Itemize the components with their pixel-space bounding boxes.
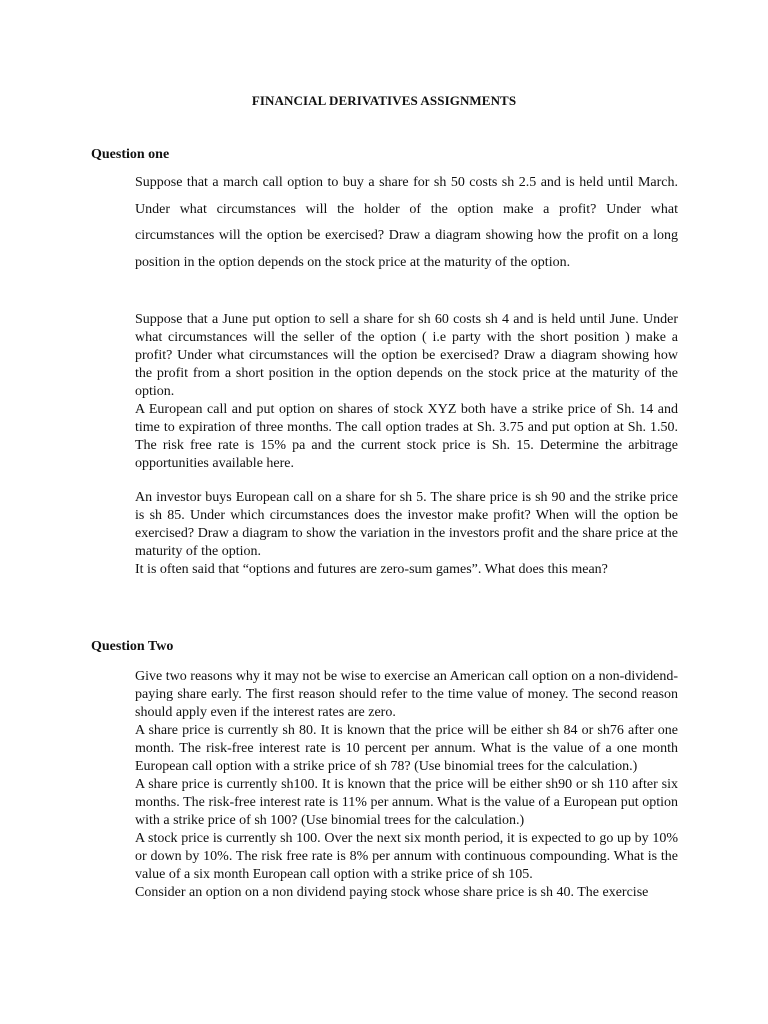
paragraph-text: Suppose that a march call option to buy a share for sh 50 costs sh 2.5 and is held until March. Under what circumstances will the holder of the option make a profit? Under what circumstances will the option be exercised? Draw a diagram showing how the profit on a long position in the option depends on the stock price at the maturity of the option. xyxy=(135,175,678,271)
paragraph-text: A stock price is currently sh 100. Over the next six month period, it is expected to go up by 10% or down by 10%. The risk free rate is 8% per annum with continuous compounding. What is the value of a six month European call option with a strike price of sh 105. xyxy=(135,831,678,882)
question-one-paragraph-1 xyxy=(135,170,678,277)
question-one-heading: Question one xyxy=(91,147,170,162)
paragraph-text: Give two reasons why it may not be wise to exercise an American call option on a non-dividend-paying share early. The first reason should refer to the time value of money. The second reason should apply even if the interest rates are zero. xyxy=(135,669,678,720)
paragraph-text: A share price is currently sh100. It is known that the price will be either sh90 or sh 110 after six months. The risk-free interest rate is 11% per annum. What is the value of a European put option with a strike price of sh 100? (Use binomial trees for the calculation.) xyxy=(135,777,678,828)
document-title: FINANCIAL DERIVATIVES ASSIGNMENTS xyxy=(251,93,517,108)
question-two-heading: Question Two xyxy=(91,639,174,654)
question-one-paragraph-group-2 xyxy=(135,489,678,579)
paragraph-text: It is often said that “options and futures are zero-sum games”. What does this mean? xyxy=(135,562,608,577)
paragraph-text: Consider an option on a non dividend paying stock whose share price is sh 40. The exercise xyxy=(135,885,649,900)
paragraph-text: Suppose that a June put option to sell a share for sh 60 costs sh 4 and is held until June. Under what circumstances will the seller of the option ( i.e party with the short position ) make a profit? Under what circumstances will the option be exercised? Draw a diagram showing how the profit from a short position in the option depends on the stock price at the maturity of the option. xyxy=(135,312,678,399)
paragraph-text: A share price is currently sh 80. It is known that the price will be either sh 84 or sh76 after one month. The risk-free interest rate is 10 percent per annum. What is the value of a one month European call option with a strike price of sh 78? (Use binomial trees for the calculation.) xyxy=(135,723,678,774)
question-two-paragraph-group xyxy=(135,668,678,902)
paragraph-text: A European call and put option on shares of stock XYZ both have a strike price of Sh. 14 and time to expiration of three months. The call option trades at Sh. 3.75 and put option at Sh. 1.50. The risk free rate is 15% pa and the current stock price is Sh. 15. Determine the arbitrage opportunities available here. xyxy=(135,402,678,471)
paragraph-text: An investor buys European call on a share for sh 5. The share price is sh 90 and the strike price is sh 85. Under which circumstances does the investor make profit? When will the option be exercised? Draw a diagram to show the variation in the investors profit and the share price at the maturity of the option. xyxy=(135,490,678,559)
question-one-paragraph-group-1 xyxy=(135,311,678,473)
